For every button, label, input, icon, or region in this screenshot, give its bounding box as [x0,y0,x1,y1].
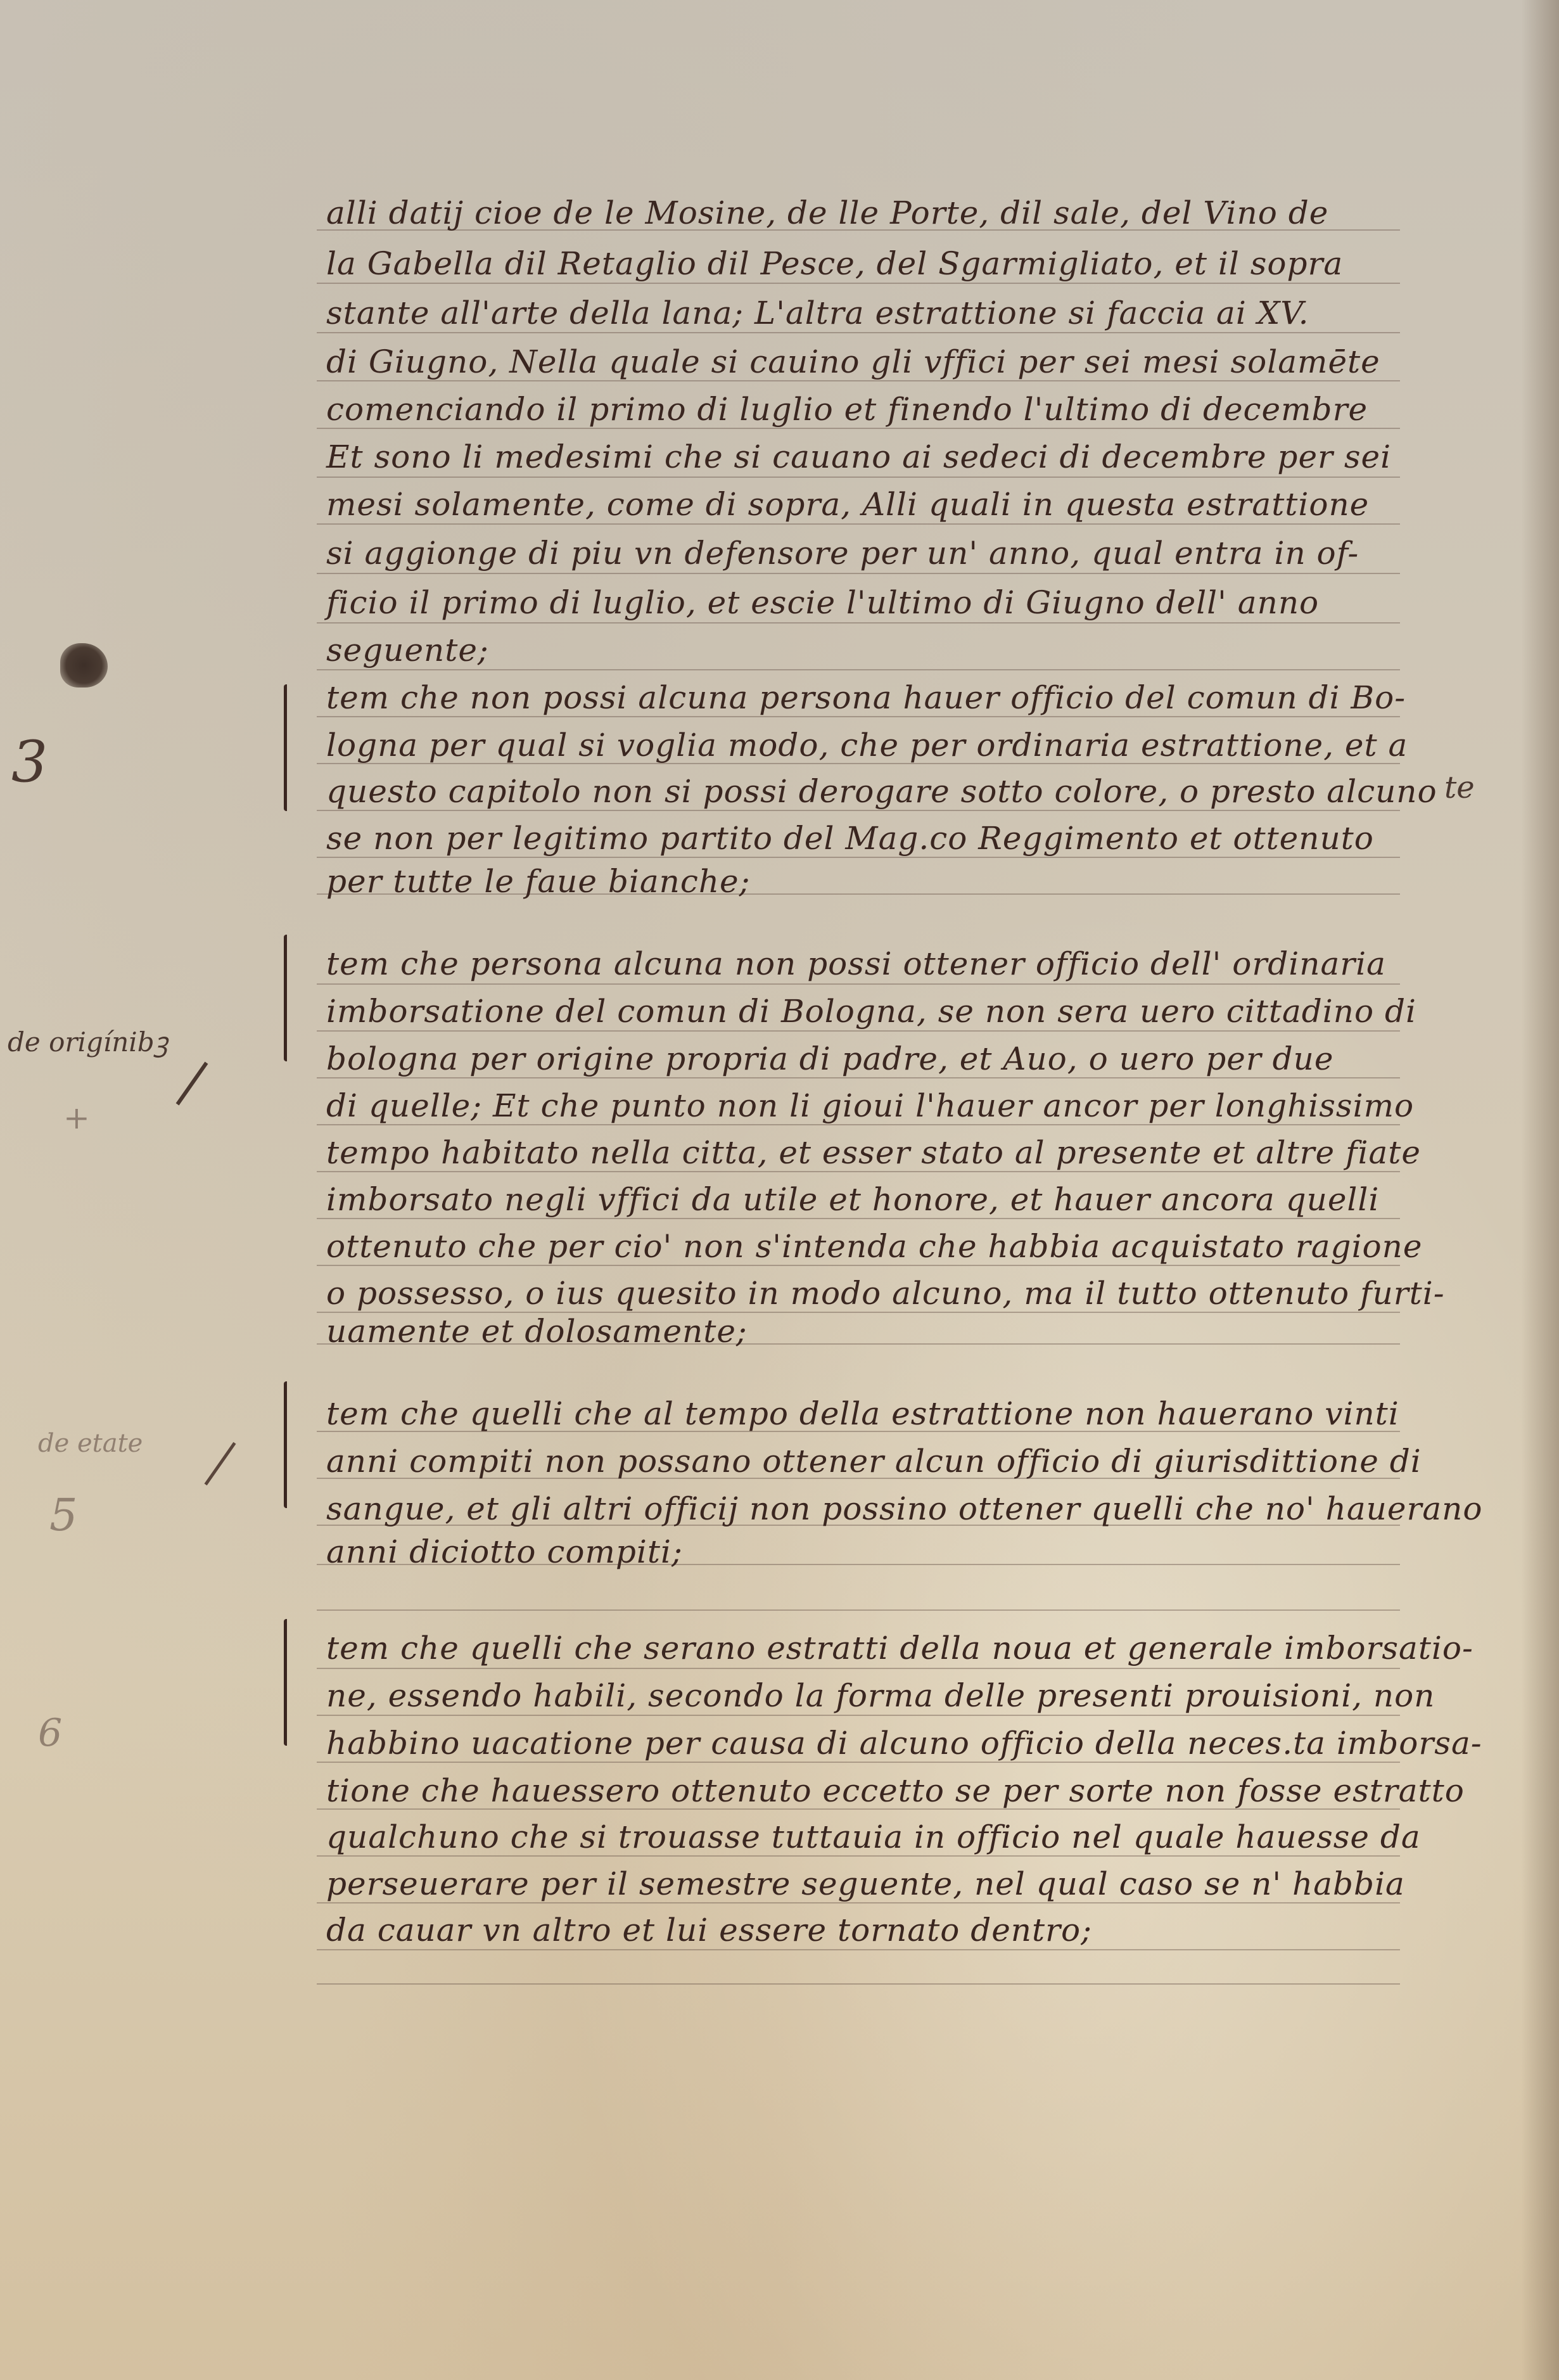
text-line: qualchuno che si trouasse tuttauia in officio nel quale hauesse da [326,1819,1421,1855]
ruled-line [317,1668,1400,1669]
ruled-line [317,573,1400,574]
paragraph-bracket [284,1381,292,1508]
text-line: ottenuto che per cio' non s'intenda che habbia acquistato ragione [326,1228,1423,1265]
paragraph-bracket [284,684,292,811]
text-line: Et sono li medesimi che si cauano ai sedeci di decembre per sei [326,438,1392,475]
ruled-line [317,1983,1400,1985]
text-line: ficio il primo di luglio, et escie l'ultimo di Giugno dell' anno [326,584,1320,621]
margin-number-3: 3 [11,729,48,795]
text-line: ne, essendo habili, secondo la forma delle presenti prouisioni, non [326,1677,1435,1714]
text-line: la Gabella dil Retaglio dil Pesce, del Sgarmigliato, et il sopra [326,245,1344,282]
text-line: seguente; [326,632,489,669]
text-line: sangue, et gli altri officij non possino ottener quelli che no' hauerano [326,1490,1483,1527]
text-line: da cauar vn altro et lui essere tornato dentro; [326,1912,1092,1948]
text-line: tem che quelli che al tempo della estrattione non hauerano vinti [326,1395,1399,1432]
margin-note-faint: de etate [38,1429,143,1458]
ruled-line [317,477,1400,478]
text-line: uamente et dolosamente; [326,1313,748,1350]
ink-stain [60,643,108,688]
text-line: si aggionge di piu vn defensore per un' anno, qual entra in of- [326,535,1359,572]
text-line: di quelle; Et che punto non li gioui l'hauer ancor per longhissimo [326,1087,1415,1124]
text-line: logna per qual si voglia modo, che per ordinaria estrattione, et a [326,727,1408,764]
paragraph-bracket [284,935,292,1061]
text-line: imborsato negli vffici da utile et honore, et hauer ancora quelli [326,1181,1380,1218]
margin-slash-mark [176,1062,208,1106]
text-line: questo capitolo non si possi derogare sotto colore, o presto alcuno [326,773,1437,810]
margin-cross-mark: + [63,1099,90,1136]
paragraph-bracket [284,1619,292,1746]
text-line: stante all'arte della lana; L'altra estrattione si faccia ai XV. [326,295,1309,331]
text-line: perseuerare per il semestre seguente, nel qual caso se n' habbia [326,1865,1405,1902]
ruled-line [317,1609,1400,1611]
text-line: imborsatione del comun di Bologna, se non sera uero cittadino di [326,993,1416,1030]
text-line: comenciando il primo di luglio et finendo l'ultimo di decembre [326,391,1368,428]
text-line: tem che quelli che serano estratti della noua et generale imborsatio- [326,1630,1473,1667]
text-line: tempo habitato nella citta, et esser stato al presente et altre fiate [326,1134,1421,1171]
text-line: anni compiti non possano ottener alcun officio di giurisdittione di [326,1443,1422,1480]
text-line: alli datij cioe de le Mosine, de lle Porte, dil sale, del Vino de [326,195,1329,231]
text-line: tem che persona alcuna non possi ottener officio dell' ordinaria [326,945,1386,982]
ruled-line [317,983,1400,985]
text-line: se non per legitimo partito del Mag.co Reggimento et ottenuto [326,820,1374,857]
text-line: tione che hauessero ottenuto eccetto se per sorte non fosse estratto [326,1772,1465,1809]
text-line: habbino uacatione per causa di alcuno officio della neces.ta imborsa- [326,1725,1482,1762]
margin-number-6: 6 [38,1711,63,1755]
text-line: bologna per origine propria di padre, et Auo, o uero per due [326,1040,1334,1077]
text-line: di Giugno, Nella quale si cauino gli vffici per sei mesi solamēte [326,343,1380,380]
margin-number-5: 5 [49,1489,78,1541]
binding-gutter-shadow [1521,0,1559,2380]
text-line: per tutte le faue bianche; [326,863,751,900]
ruled-line [317,622,1400,624]
text-line: o possesso, o ius quesito in modo alcuno, ma il tutto ottenuto furti- [326,1275,1445,1312]
text-line: mesi solamente, come di sopra, Alli quali in questa estrattione [326,486,1370,523]
margin-note-right: te [1444,770,1475,805]
text-line: tem che non possi alcuna persona hauer officio del comun di Bo- [326,679,1406,716]
margin-note-originibus: de origínibꝫ [8,1027,169,1058]
text-line: anni diciotto compiti; [326,1533,683,1570]
margin-slash-mark [205,1442,236,1485]
